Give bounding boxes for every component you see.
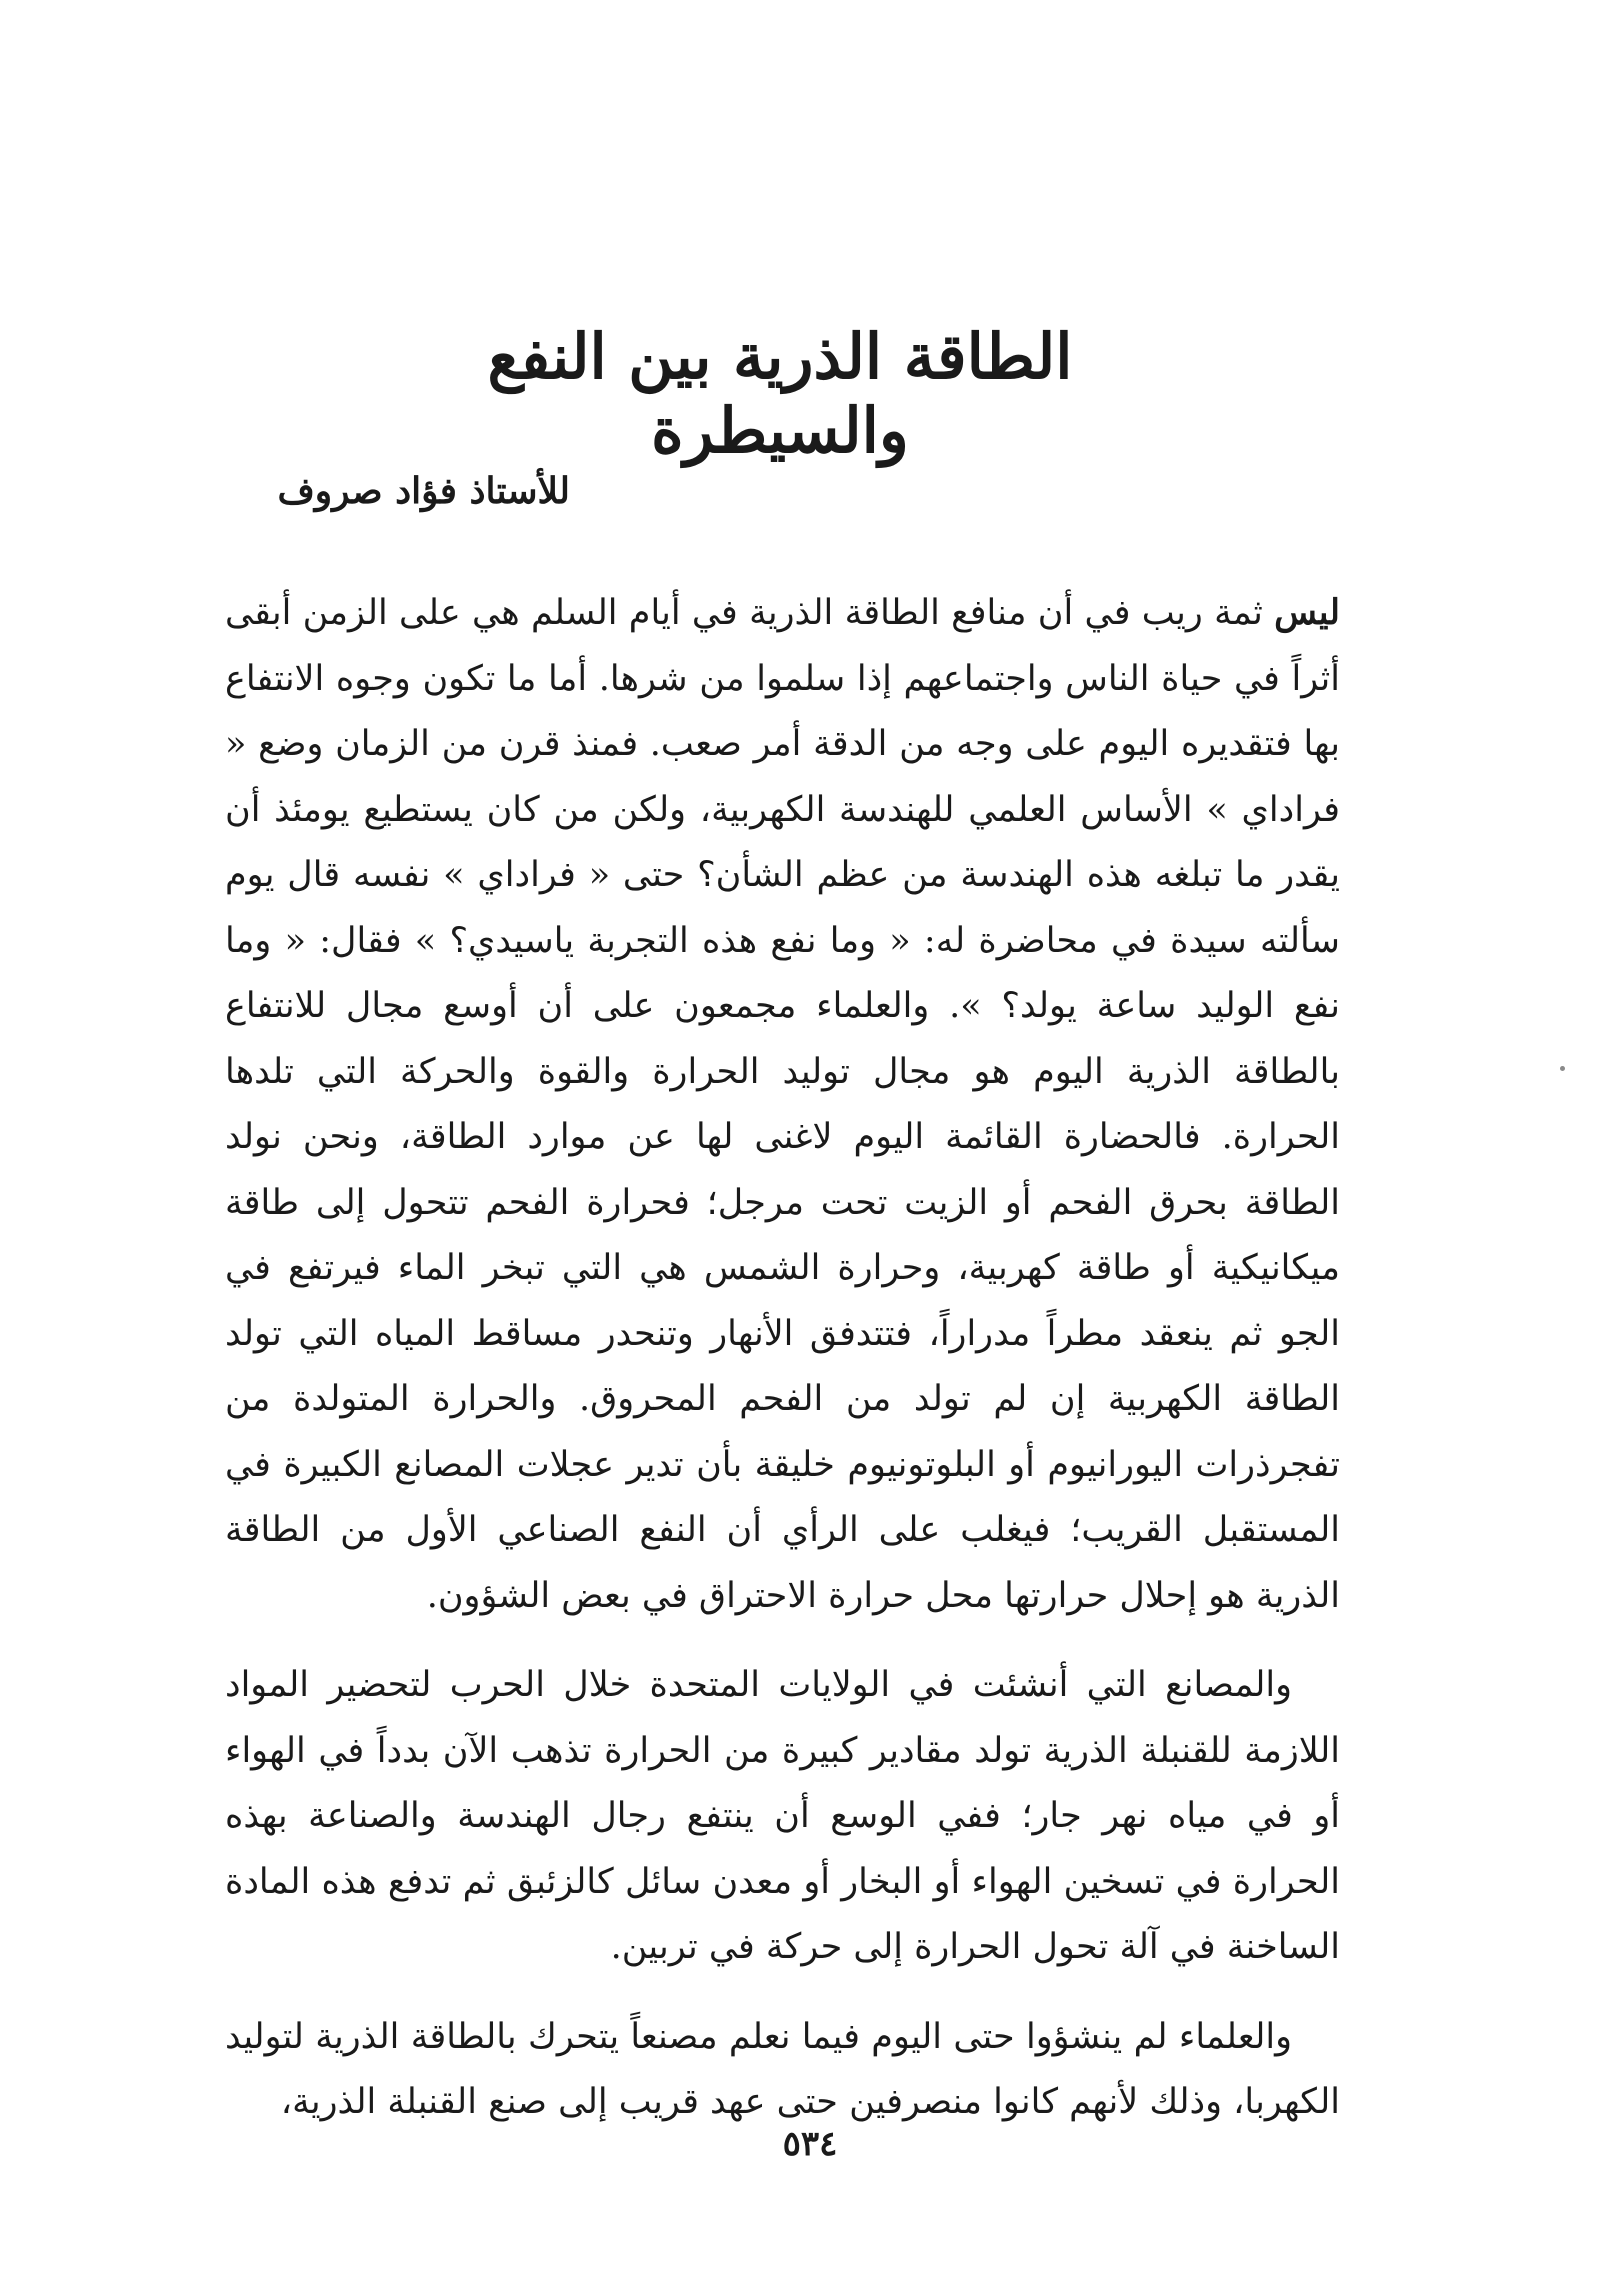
- paragraph-text: والمصانع التي أنشئت في الولايات المتحدة خلال الحرب لتحضير المواد اللازمة للقنبلة الذرية تولد مقادير كبيرة من الحرارة تذهب الآن بدداً في الهواء أو في مياه نهر جار؛ ففي الوسع أن ينتفع رجال الهندسة والصناعة بهذه الحرارة في تسخين الهواء أو البخار أو معدن سائل كالزئبق ثم تدفع هذه المادة الساخنة في آلة تحول الحرارة إلى حركة في تربين.: [225, 1665, 1340, 1967]
- paragraph-text: ثمة ريب في أن منافع الطاقة الذرية في أيام السلم هي على الزمن أبقى أثراً في حياة الناس واجتماعهم إذا سلموا من شرها. أما ما تكون وجوه الانتفاع بها فتقديره اليوم على وجه من الدقة أمر صعب. فمنذ قرن من الزمان وضع « فراداي » الأساس العلمي للهندسة الكهربية، ولكن من كان يستطيع يومئذ أن يقدر ما تبلغه هذه الهندسة من عظم الشأن؟ حتى « فراداي » نفسه قال يوم سألته سيدة في محاضرة له: « وما نفع هذه التجربة ياسيدي؟ » فقال: « وما نفع الوليد ساعة يولد؟ ». والعلماء مجمعون على أن أوسع مجال للانتفاع بالطاقة الذرية اليوم هو مجال توليد الحرارة والقوة والحركة التي تلدها الحرارة. فالحضارة القائمة اليوم لاغنى لها عن موارد الطاقة، ونحن نولد الطاقة بحرق الفحم أو الزيت تحت مرجل؛ فحرارة الفحم تتحول إلى طاقة ميكانيكية أو طاقة كهربية، وحرارة الشمس هي التي تبخر الماء فيرتفع في الجو ثم ينعقد مطراً مدراراً، فتتدفق الأنهار وتنحدر مساقط المياه التي تولد الطاقة الكهربية إن لم تولد من الفحم المحروق. والحرارة المتولدة من تفجرذرات اليورانيوم أو البلوتونيوم خليقة بأن تدير عجلات المصانع الكبيرة في المستقبل القريب؛ فيغلب على الرأي أن النفع الصناعي الأول من الطاقة الذرية هو إحلال حرارتها محل حرارة الاحتراق في بعض الشؤون.: [225, 593, 1340, 1616]
- article-title: الطاقة الذرية بين النفع والسيطرة: [487, 320, 1073, 468]
- margin-speck-mark: [1560, 1066, 1565, 1071]
- page-number: ٥٣٤: [782, 2124, 838, 2164]
- paragraph-3: [225, 2005, 1340, 2136]
- paragraph-1: [225, 580, 1340, 1629]
- paragraph-text: والعلماء لم ينشؤوا حتى اليوم فيما نعلم مصنعاً يتحرك بالطاقة الذرية لتوليد الكهربا، وذلك لأنهم كانوا منصرفين حتى عهد قريب إلى صنع القنبلة الذرية،: [225, 2016, 1340, 2122]
- article-body: [225, 580, 1340, 2136]
- paragraph-2: [225, 1653, 1340, 1981]
- paragraph-lead-word: ليس: [1274, 592, 1340, 633]
- article-author: للأستاذ فؤاد صروف: [277, 470, 570, 512]
